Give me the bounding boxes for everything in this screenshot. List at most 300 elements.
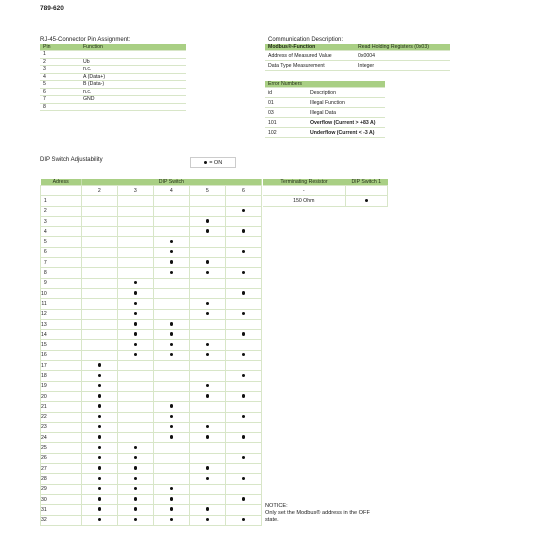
dip-switch-cell <box>225 371 261 381</box>
on-dot-icon <box>134 291 137 294</box>
on-dot-icon <box>98 446 101 449</box>
comm-label: Data Type Measurement <box>265 61 355 71</box>
dip-switch-cell <box>225 350 261 360</box>
dip-switch-cell <box>225 464 261 474</box>
comm-table <box>265 44 450 71</box>
dip-switch-cell <box>153 237 189 247</box>
dip-address-row <box>41 309 262 319</box>
dip-switch-cell <box>81 196 117 206</box>
dip-switch-cell <box>189 453 225 463</box>
terminating-row <box>263 196 388 206</box>
dip-switch-number: 5 <box>189 186 225 196</box>
on-dot-icon <box>206 425 209 428</box>
dip-switch-cell <box>189 278 225 288</box>
dip-switch-cell <box>117 330 153 340</box>
dip-switch-cell <box>225 412 261 422</box>
error-row <box>265 128 385 138</box>
dip-address-row <box>41 443 262 453</box>
dip-switch-cell <box>189 443 225 453</box>
on-dot-icon <box>206 466 209 469</box>
dip-switch-cell <box>81 505 117 515</box>
dip-switch-cell <box>81 227 117 237</box>
dip-switch-cell <box>81 278 117 288</box>
dip-switch-cell <box>225 505 261 515</box>
dip-switch-cell <box>189 494 225 504</box>
notice-line-2: state. <box>265 517 279 523</box>
dip-title: DIP Switch Adjustability <box>40 157 103 163</box>
dip-switch-cell <box>225 288 261 298</box>
dip-switch-cell <box>117 381 153 391</box>
dip-address: 31 <box>41 505 82 515</box>
error-description: Underflow (Current < -3 A) <box>307 128 385 138</box>
on-dot-icon <box>98 487 101 490</box>
document-number: 789-620 <box>40 5 64 12</box>
dip-switch-cell <box>81 330 117 340</box>
rj45-col-function: Function <box>80 44 186 51</box>
rj45-row <box>40 103 186 111</box>
on-dot-icon <box>242 353 245 356</box>
dip-switch-cell <box>225 216 261 226</box>
dip-address-row <box>41 464 262 474</box>
dip-switch-cell <box>81 340 117 350</box>
dip-switch-cell <box>117 216 153 226</box>
on-dot-icon <box>242 415 245 418</box>
on-dot-icon <box>98 497 101 500</box>
dip-address: 8 <box>41 268 82 278</box>
dip-switch-cell <box>117 206 153 216</box>
on-dot-icon <box>98 384 101 387</box>
on-dot-icon <box>242 435 245 438</box>
dip-switch-cell <box>189 288 225 298</box>
on-dot-icon <box>206 271 209 274</box>
dip-switch-cell <box>153 505 189 515</box>
pin-number: 5 <box>40 81 80 89</box>
on-dot-icon <box>170 487 173 490</box>
dip-switch-cell <box>81 299 117 309</box>
dip-switch-cell <box>225 515 261 525</box>
on-legend <box>190 157 236 168</box>
dip-switch-cell <box>153 371 189 381</box>
dip-switch-cell <box>81 319 117 329</box>
dip-switch-cell <box>81 350 117 360</box>
dip-switch-cell <box>153 484 189 494</box>
dip-address: 6 <box>41 247 82 257</box>
error-row <box>265 108 385 118</box>
dip-switch-cell <box>225 258 261 268</box>
error-row <box>265 98 385 108</box>
dip-switch-1-cell <box>345 196 388 206</box>
on-dot-icon <box>206 219 209 222</box>
dip-switch-cell <box>117 288 153 298</box>
dip-address: 11 <box>41 299 82 309</box>
dip-switch-cell <box>117 227 153 237</box>
on-dot-icon <box>170 353 173 356</box>
dip-switch-cell <box>81 371 117 381</box>
resistor-value: - <box>263 186 345 196</box>
dip-col-switch: DIP Switch <box>81 179 261 186</box>
dip-blank-cell <box>41 186 82 196</box>
dip-switch-cell <box>81 268 117 278</box>
dip-address: 17 <box>41 361 82 371</box>
on-dot-icon <box>170 404 173 407</box>
rj45-row <box>40 88 186 96</box>
on-dot-icon <box>134 322 137 325</box>
dip-switch-cell <box>117 402 153 412</box>
dip-switch-cell <box>225 361 261 371</box>
pin-function: n.c. <box>80 88 186 96</box>
dip-address: 28 <box>41 474 82 484</box>
error-table <box>265 81 385 138</box>
dip-switch-cell <box>81 206 117 216</box>
dip-address-row <box>41 350 262 360</box>
dip-switch-cell <box>189 237 225 247</box>
dip-switch-cell <box>189 216 225 226</box>
dip-switch-cell <box>153 330 189 340</box>
comm-col-value: Read Holding Registers (0x03) <box>355 44 450 51</box>
pin-function: Ub <box>80 58 186 66</box>
dip-address-row <box>41 412 262 422</box>
dip-address: 5 <box>41 237 82 247</box>
dip-switch-cell <box>117 453 153 463</box>
dip-switch-cell <box>81 216 117 226</box>
dip-address-row <box>41 453 262 463</box>
dip-switch-cell <box>81 309 117 319</box>
dip-switch-cell <box>189 515 225 525</box>
on-dot-icon <box>206 394 209 397</box>
dip-address-row <box>41 433 262 443</box>
dip-switch-cell <box>153 206 189 216</box>
dip-switch-number: 2 <box>81 186 117 196</box>
on-dot-icon <box>206 384 209 387</box>
dip-switch-cell <box>81 381 117 391</box>
on-dot-icon <box>242 518 245 521</box>
dip-switch-cell <box>189 350 225 360</box>
dip-switch-cell <box>153 361 189 371</box>
dip-switch-cell <box>189 505 225 515</box>
dip-switch-cell <box>81 494 117 504</box>
dip-address: 1 <box>41 196 82 206</box>
dip-switch-cell <box>225 340 261 350</box>
dip-switch-cell <box>189 361 225 371</box>
dip-switch-cell <box>117 484 153 494</box>
on-dot-icon <box>98 394 101 397</box>
dip-address: 22 <box>41 412 82 422</box>
pin-function: GND <box>80 96 186 104</box>
on-dot-icon <box>170 260 173 263</box>
dip-switch-cell <box>117 464 153 474</box>
dip-switch-cell <box>153 453 189 463</box>
dip-switch-cell <box>117 299 153 309</box>
dip-address-row <box>41 422 262 432</box>
dip-switch-cell <box>81 402 117 412</box>
dip-address: 25 <box>41 443 82 453</box>
dip-switch-cell <box>225 196 261 206</box>
error-description: Illegal Data <box>307 108 385 118</box>
dip-switch-cell <box>153 319 189 329</box>
on-dot-icon <box>242 477 245 480</box>
on-dot-icon <box>134 507 137 510</box>
dip-address-row <box>41 494 262 504</box>
comm-value: Integer <box>355 61 450 71</box>
dip-switch-cell <box>225 330 261 340</box>
rj45-row <box>40 51 186 59</box>
dip-address: 27 <box>41 464 82 474</box>
on-dot-icon <box>170 435 173 438</box>
dip-address: 10 <box>41 288 82 298</box>
dip-switch-cell <box>225 494 261 504</box>
on-dot-icon <box>134 497 137 500</box>
on-dot-icon <box>98 435 101 438</box>
rj45-row <box>40 73 186 81</box>
on-dot-icon <box>98 363 101 366</box>
dip-address-row <box>41 319 262 329</box>
dip-switch-cell <box>189 196 225 206</box>
dip-address-row <box>41 268 262 278</box>
dip-switch-cell <box>225 247 261 257</box>
term-col-resistor: Terminating Resistor <box>263 179 345 186</box>
dip-address-row <box>41 340 262 350</box>
on-dot-icon <box>170 271 173 274</box>
dip-switch-cell <box>189 402 225 412</box>
dip-switch-cell <box>81 453 117 463</box>
dip-switch-cell <box>81 361 117 371</box>
dip-switch-cell <box>189 247 225 257</box>
pin-function: n.c. <box>80 66 186 74</box>
on-dot-icon <box>170 343 173 346</box>
dip-switch-cell <box>225 299 261 309</box>
error-description: Illegal Function <box>307 98 385 108</box>
dip-switch-cell <box>81 443 117 453</box>
dip-switch-cell <box>153 268 189 278</box>
on-dot-icon <box>170 518 173 521</box>
term-col-switch: DIP Switch 1 <box>345 179 388 186</box>
on-dot-icon <box>206 312 209 315</box>
dip-switch-cell <box>153 443 189 453</box>
dip-address-row <box>41 216 262 226</box>
dip-address: 19 <box>41 381 82 391</box>
error-id: 102 <box>265 128 307 138</box>
notice-line-1: Only set the Modbus® address in the OFF <box>265 510 370 516</box>
on-dot-icon <box>134 477 137 480</box>
dip-switch-cell <box>117 319 153 329</box>
on-dot-icon <box>206 353 209 356</box>
dip-switch-cell <box>189 258 225 268</box>
dip-address-row <box>41 288 262 298</box>
dip-switch-cell <box>117 361 153 371</box>
dip-address-row <box>41 227 262 237</box>
on-dot-icon <box>206 260 209 263</box>
on-dot-icon <box>134 466 137 469</box>
dip-switch-cell <box>117 494 153 504</box>
on-dot-icon <box>134 456 137 459</box>
on-dot-icon <box>170 497 173 500</box>
pin-number: 7 <box>40 96 80 104</box>
dip-address: 26 <box>41 453 82 463</box>
dip-address-row <box>41 237 262 247</box>
dip-switch-cell <box>189 206 225 216</box>
dip-switch-cell <box>225 453 261 463</box>
comm-title: Communication Description: <box>268 37 344 43</box>
on-dot-icon <box>242 271 245 274</box>
pin-number: 4 <box>40 73 80 81</box>
dip-switch-cell <box>117 268 153 278</box>
terminating-table <box>263 179 388 207</box>
on-dot-icon <box>134 343 137 346</box>
dip-switch-cell <box>189 309 225 319</box>
dip-switch-cell <box>81 515 117 525</box>
dip-switch-cell <box>117 391 153 401</box>
dip-switch-cell <box>153 422 189 432</box>
dip-switch-cell <box>117 278 153 288</box>
error-id: id <box>265 88 307 98</box>
dip-switch-cell <box>225 443 261 453</box>
dip-switch-cell <box>81 412 117 422</box>
comm-row <box>265 61 450 71</box>
rj45-row <box>40 81 186 89</box>
dip-switch-cell <box>225 309 261 319</box>
dip-switch-cell <box>189 340 225 350</box>
error-id: 01 <box>265 98 307 108</box>
on-dot-icon <box>134 446 137 449</box>
dip-switch-cell <box>225 319 261 329</box>
dip-switch-cell <box>81 391 117 401</box>
dip-switch-1-cell <box>345 186 388 196</box>
dip-address-row <box>41 206 262 216</box>
dip-switch-cell <box>153 494 189 504</box>
dip-switch-cell <box>189 412 225 422</box>
on-dot-icon <box>242 332 245 335</box>
dip-switch-cell <box>225 268 261 278</box>
dip-address: 18 <box>41 371 82 381</box>
dip-switch-cell <box>117 237 153 247</box>
dip-switch-cell <box>153 288 189 298</box>
dip-address: 14 <box>41 330 82 340</box>
dip-address: 15 <box>41 340 82 350</box>
on-dot-icon <box>98 425 101 428</box>
dip-switch-cell <box>153 309 189 319</box>
dip-switch-cell <box>117 474 153 484</box>
dip-switch-cell <box>81 433 117 443</box>
rj45-title: RJ-45-Connector Pin Assignment: <box>40 37 131 43</box>
dip-switch-cell <box>189 371 225 381</box>
on-dot-icon <box>242 291 245 294</box>
error-header: Error Numbers <box>265 81 385 88</box>
dip-switch-cell <box>153 433 189 443</box>
dip-address-row <box>41 371 262 381</box>
pin-number: 6 <box>40 88 80 96</box>
dip-switch-cell <box>81 474 117 484</box>
dip-address-row <box>41 484 262 494</box>
pin-number: 8 <box>40 103 80 111</box>
error-row <box>265 88 385 98</box>
on-dot-icon <box>242 497 245 500</box>
dip-switch-cell <box>225 206 261 216</box>
dip-address: 12 <box>41 309 82 319</box>
dip-address: 20 <box>41 391 82 401</box>
comm-row <box>265 51 450 61</box>
dip-address-row <box>41 278 262 288</box>
on-dot-icon <box>206 477 209 480</box>
dip-address-row <box>41 474 262 484</box>
dip-switch-cell <box>189 391 225 401</box>
dip-switch-table <box>40 179 262 526</box>
dip-switch-cell <box>153 227 189 237</box>
pin-function <box>80 103 186 111</box>
on-dot-icon <box>204 161 207 164</box>
dip-switch-cell <box>81 258 117 268</box>
rj45-row <box>40 58 186 66</box>
on-dot-icon <box>134 312 137 315</box>
dip-switch-cell <box>81 484 117 494</box>
dip-switch-cell <box>225 474 261 484</box>
dip-switch-cell <box>117 505 153 515</box>
on-dot-icon <box>98 477 101 480</box>
dip-address-row <box>41 299 262 309</box>
on-dot-icon <box>170 240 173 243</box>
dip-switch-cell <box>117 196 153 206</box>
on-dot-icon <box>242 374 245 377</box>
dip-address: 29 <box>41 484 82 494</box>
dip-switch-cell <box>189 299 225 309</box>
on-dot-icon <box>206 518 209 521</box>
rj45-row <box>40 96 186 104</box>
on-dot-icon <box>170 415 173 418</box>
pin-function: B (Data-) <box>80 81 186 89</box>
dip-switch-cell <box>225 278 261 288</box>
dip-switch-cell <box>153 402 189 412</box>
rj45-row <box>40 66 186 74</box>
dip-switch-cell <box>117 443 153 453</box>
on-dot-icon <box>134 281 137 284</box>
dip-switch-cell <box>225 402 261 412</box>
dip-address-row <box>41 505 262 515</box>
dip-switch-cell <box>153 258 189 268</box>
dip-address: 9 <box>41 278 82 288</box>
on-dot-icon <box>134 353 137 356</box>
dip-switch-cell <box>117 422 153 432</box>
dip-address: 2 <box>41 206 82 216</box>
error-description: Overflow (Current > +83 A) <box>307 118 385 128</box>
legend-label: = ON <box>209 159 223 166</box>
dip-switch-cell <box>153 391 189 401</box>
dip-address: 32 <box>41 515 82 525</box>
dip-switch-number: 3 <box>117 186 153 196</box>
on-dot-icon <box>98 518 101 521</box>
on-dot-icon <box>206 435 209 438</box>
dip-switch-cell <box>189 268 225 278</box>
dip-switch-cell <box>81 237 117 247</box>
dip-switch-cell <box>225 391 261 401</box>
dip-switch-cell <box>81 422 117 432</box>
dip-switch-cell <box>153 381 189 391</box>
dip-switch-cell <box>117 433 153 443</box>
dip-address-row <box>41 361 262 371</box>
pin-function: A (Data+) <box>80 73 186 81</box>
error-description: Description <box>307 88 385 98</box>
on-dot-icon <box>170 322 173 325</box>
on-dot-icon <box>365 199 368 202</box>
dip-col-address: Adress <box>41 179 82 186</box>
dip-address: 16 <box>41 350 82 360</box>
pin-number: 3 <box>40 66 80 74</box>
on-dot-icon <box>242 456 245 459</box>
dip-address-row <box>41 258 262 268</box>
dip-address: 4 <box>41 227 82 237</box>
dip-address: 7 <box>41 258 82 268</box>
dip-switch-cell <box>117 247 153 257</box>
on-dot-icon <box>98 415 101 418</box>
dip-switch-cell <box>225 422 261 432</box>
